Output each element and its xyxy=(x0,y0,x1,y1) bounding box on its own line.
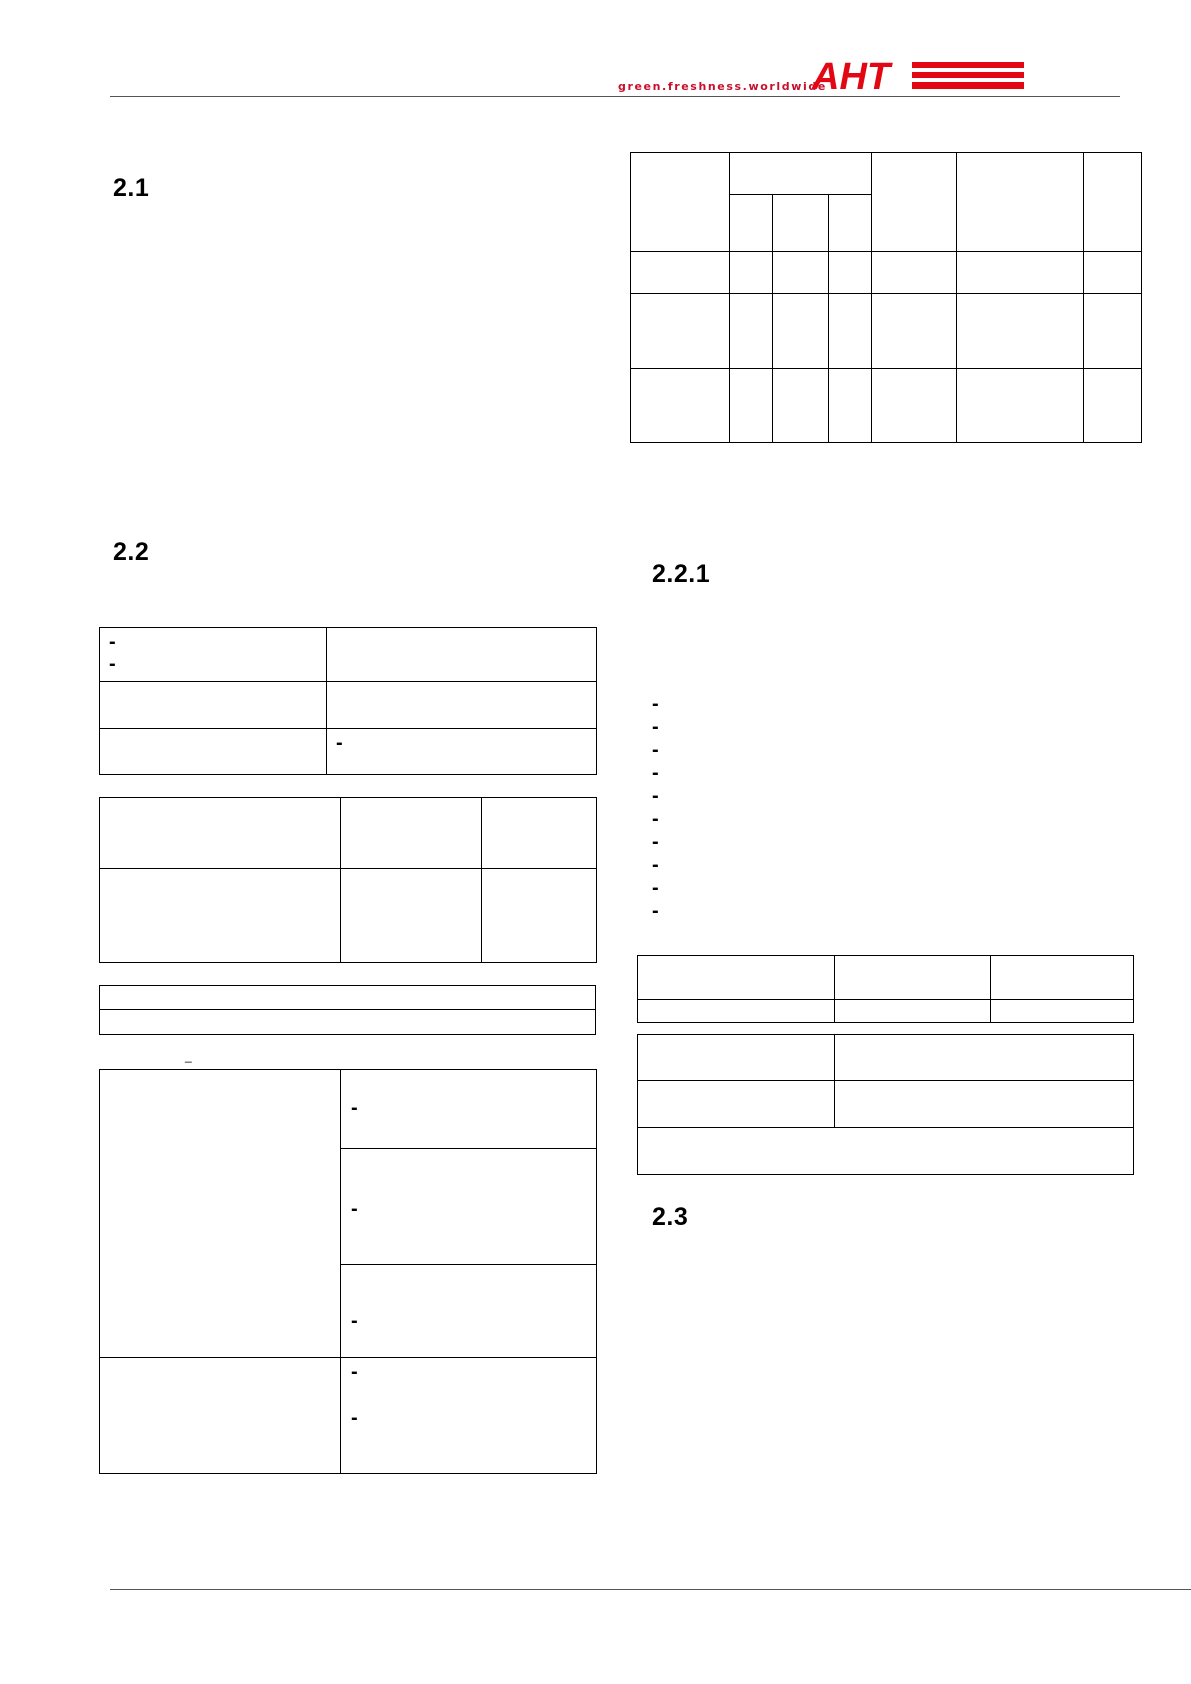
table-cell xyxy=(829,195,872,252)
aht-logo xyxy=(812,58,1024,92)
dash-bullet: - xyxy=(351,1097,358,1119)
table-cell xyxy=(1084,153,1142,252)
table-row xyxy=(100,1010,596,1035)
table-row xyxy=(638,1081,1134,1128)
dash-bullet: - xyxy=(109,631,116,653)
table-row xyxy=(100,682,597,729)
underscore-mark: _ xyxy=(185,1049,192,1063)
table-2-2-d xyxy=(99,1069,597,1474)
table-row xyxy=(631,294,1142,369)
table-2-2-1-b xyxy=(637,1034,1134,1175)
spec-table-top xyxy=(630,152,1142,443)
table-row xyxy=(638,1000,1134,1023)
list-item: - xyxy=(652,762,659,784)
list-item: - xyxy=(652,716,659,738)
list-item: - xyxy=(652,854,659,876)
table-cell xyxy=(773,195,829,252)
dash-bullet: - xyxy=(351,1407,358,1429)
dash-bullet: - xyxy=(351,1361,358,1383)
table-row xyxy=(100,1358,597,1474)
table-row xyxy=(100,869,597,963)
table-row xyxy=(100,628,597,682)
dash-bullet: - xyxy=(351,1198,358,1220)
table-cell xyxy=(872,153,957,252)
table-2-2-b xyxy=(99,797,597,963)
table-2-2-1-a xyxy=(637,955,1134,1023)
table-row xyxy=(100,729,597,775)
dash-bullet: - xyxy=(351,1310,358,1332)
dash-bullet: - xyxy=(336,732,343,754)
table-row xyxy=(100,798,597,869)
section-heading-2-2-1: 2.2.1 xyxy=(652,560,711,588)
table-2-2-a xyxy=(99,627,597,775)
table-row xyxy=(638,1128,1134,1175)
table-row xyxy=(638,1035,1134,1081)
table-cell xyxy=(730,153,872,195)
list-item: - xyxy=(652,900,659,922)
list-item: - xyxy=(652,693,659,715)
table-cell xyxy=(730,195,773,252)
list-item: - xyxy=(652,785,659,807)
table-row xyxy=(100,986,596,1010)
list-item: - xyxy=(652,808,659,830)
brand-tagline: green.freshness.worldwide xyxy=(618,80,827,93)
section-heading-2-1: 2.1 xyxy=(113,174,150,202)
table-row xyxy=(631,252,1142,294)
list-item: - xyxy=(652,739,659,761)
dash-bullet: - xyxy=(109,653,116,675)
header-rule xyxy=(110,96,1120,97)
list-item: - xyxy=(652,831,659,853)
table-2-2-c xyxy=(99,985,596,1035)
table-cell xyxy=(957,153,1084,252)
table-row xyxy=(100,1070,597,1149)
svg-text:AHT: AHT xyxy=(812,58,891,92)
section-heading-2-2: 2.2 xyxy=(113,538,150,566)
table-cell xyxy=(631,153,730,252)
section-heading-2-3: 2.3 xyxy=(652,1203,689,1231)
footer-rule xyxy=(110,1589,1191,1590)
list-item: - xyxy=(652,877,659,899)
table-row xyxy=(638,956,1134,1000)
table-row xyxy=(631,369,1142,443)
